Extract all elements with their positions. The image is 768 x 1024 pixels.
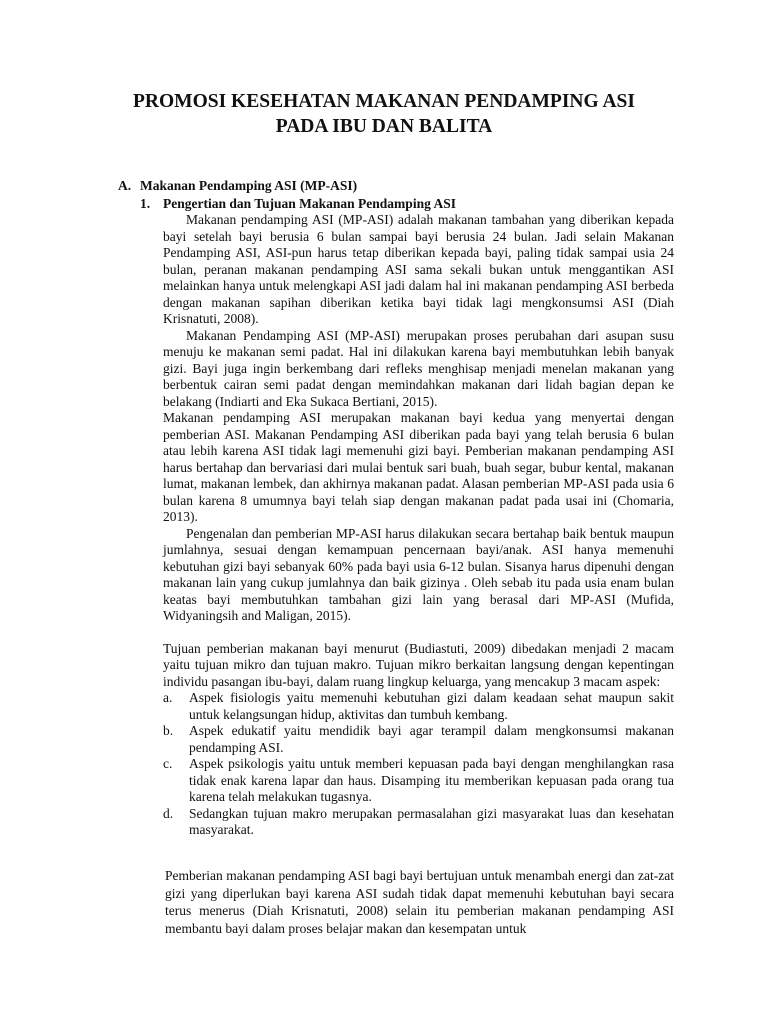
- paragraph-4: Pengenalan dan pemberian MP-ASI harus dilakukan secara bertahap baik bentuk maupun jumlahnya, sesuai dengan kemampuan pencernaan bayi/anak. ASI hanya memenuhi kebutuhan gizi bayi sebanyak 60% pada bayi usia 6-12 bulan. Sisanya harus dipenuhi dengan makanan lain yang cukup jumlahnya dan baik gizinya . Oleh sebab itu pada usia enam bulan keatas bayi membutuhkan tambahan gizi lain yang berasal dari MP-ASI (Mufida, Widyaningsih and Maligan, 2015).: [163, 525, 674, 623]
- title-line-1: PROMOSI KESEHATAN MAKANAN PENDAMPING ASI: [133, 91, 635, 112]
- section-marker: A.: [118, 178, 132, 193]
- subsection-heading: [140, 196, 456, 212]
- list-item: [163, 690, 674, 723]
- list-marker: a.: [163, 690, 173, 705]
- aspect-list: [163, 690, 674, 839]
- paragraph-2: Makanan Pendamping ASI (MP-ASI) merupakan proses perubahan dari asupan susu menuju ke makanan semi padat. Hal ini dilakukan karena bayi membutuhkan lebih banyak gizi. Bayi juga ingin berkembang dari refleks menghisap menjadi menelan makanan yang berbentuk cairan semi padat dengan memindahkan makanan dari lidah bagian depan ke belakang (Indiarti and Eka Sukaca Bertiani, 2015).: [163, 327, 674, 409]
- list-item-text: Aspek edukatif yaitu mendidik bayi agar terampil dalam mengkonsumsi makanan pendamping ASI.: [189, 723, 674, 755]
- title-line-2: PADA IBU DAN BALITA: [275, 116, 493, 137]
- section-heading: [118, 178, 357, 194]
- list-item: [163, 723, 674, 756]
- closing-paragraph: Pemberian makanan pendamping ASI bagi bayi bertujuan untuk menambah energi dan zat-zat gizi yang diperlukan bayi karena ASI sudah tidak dapat memenuhi kebutuhan bayi secara terus menerus (Diah Krisnatuti, 2008) selain itu pemberian makanan pendamping ASI membantu bayi dalam proses belajar makan dan kesempatan untuk: [165, 868, 674, 936]
- body-text: [163, 212, 674, 839]
- list-item: [163, 756, 674, 806]
- paragraph-3: Makanan pendamping ASI merupakan makanan bayi kedua yang menyertai dengan pemberian ASI. Makanan Pendamping ASI diberikan pada bayi yang telah berusia 6 bulan atau lebih karena ASI tidak lagi memenuhi gizi bayi. Pemberian makanan pendamping ASI harus bertahap dan bervariasi dari mulai bentuk sari buah, buah segar, bubur kental, makanan lumat, makanan lembek, dan akhirnya makanan padat. Alasan pemberian MP-ASI pada usia 6 bulan karena 8 umumnya bayi telah siap dengan makanan padat pada usai ini (Chomaria, 2013).: [163, 410, 674, 524]
- list-marker: b.: [163, 723, 174, 738]
- paragraph-5: Tujuan pemberian makanan bayi menurut (Budiastuti, 2009) dibedakan menjadi 2 macam yaitu tujuan mikro dan tujuan makro. Tujuan mikro berkaitan langsung dengan kepentingan individu pasangan ibu-bayi, dalam ruang lingkup keluarga, yang mencakup 3 macam aspek:: [163, 640, 674, 689]
- subsection-heading-text: Pengertian dan Tujuan Makanan Pendamping ASI: [163, 196, 456, 211]
- subsection-marker: 1.: [140, 196, 151, 211]
- list-marker: d.: [163, 805, 174, 821]
- list-item-text: Sedangkan tujuan makro merupakan permasalahan gizi masyarakat luas dan kesehatan masyarakat.: [189, 805, 674, 837]
- section-heading-text: Makanan Pendamping ASI (MP-ASI): [140, 178, 358, 193]
- list-item-text: Aspek fisiologis yaitu memenuhi kebutuhan gizi dalam keadaan sehat maupun sakit untuk kelangsungan hidup, aktivitas dan tumbuh kembang.: [189, 690, 674, 722]
- list-item: [163, 806, 674, 839]
- document-title: [100, 89, 668, 139]
- paragraph-1: Makanan pendamping ASI (MP-ASI) adalah makanan tambahan yang diberikan kepada bayi setelah bayi berusia 6 bulan sampai bayi berusia 24 bulan. Jadi selain Makanan Pendamping ASI, ASI-pun harus tetap diberikan kepada bayi, paling tidak sampai usia 24 bulan, peranan makanan pendamping ASI sama sekali bukan untuk menggantikan ASI melainkan hanya untuk melengkapi ASI jadi dalam hal ini makanan pendamping ASI berbeda dengan makanan sapihan diberikan ketika bayi tidak lagi mengkonsumsi ASI (Diah Krisnatuti, 2008).: [163, 212, 674, 326]
- paragraph-gap: [163, 625, 674, 641]
- list-marker: c.: [163, 756, 173, 771]
- list-item-text: Aspek psikologis yaitu untuk memberi kepuasan pada bayi dengan menghilangkan rasa tidak enak karena lapar dan haus. Disamping itu memberikan kepuasan pada orang tua karena telah melakukan tugasnya.: [189, 756, 674, 804]
